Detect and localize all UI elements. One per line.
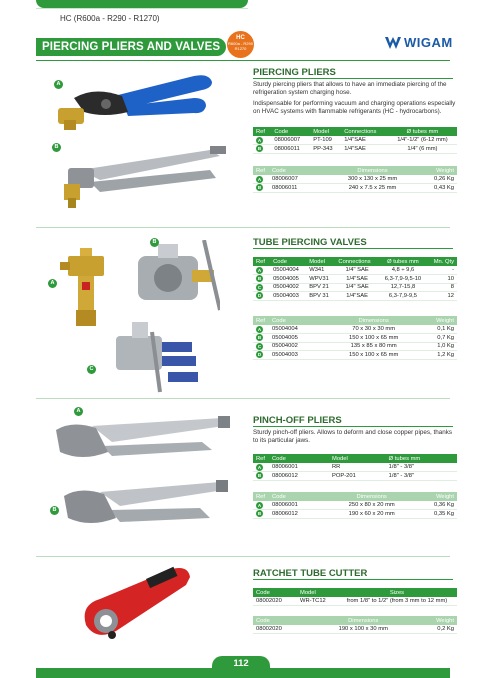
- col-code: Code: [269, 492, 329, 501]
- logo-text: WIGAM: [404, 35, 453, 50]
- valve-c-image: [96, 322, 206, 394]
- ref-badge: B: [257, 473, 262, 479]
- cell-code: 08006007: [271, 136, 310, 145]
- cell-conn: 1/4"SAE: [341, 136, 388, 145]
- section-divider: [36, 227, 450, 228]
- col-ref: Ref: [253, 492, 269, 501]
- section-title-tube-piercing-valves: TUBE PIERCING VALVES: [253, 237, 367, 248]
- cell-model: PT-109: [310, 136, 341, 145]
- cell-dim: 150 x 100 x 65 mm: [329, 351, 418, 360]
- col-dimensions: Dimensions: [329, 316, 418, 325]
- pliers-a-marker: A: [54, 80, 63, 89]
- table-row: [253, 351, 457, 360]
- cell-weight: 0,35 Kg: [414, 510, 457, 519]
- section-underline: [253, 248, 453, 249]
- page-title: PIERCING PLIERS AND VALVES: [42, 41, 221, 53]
- cell-conn: 1/4"SAE: [335, 275, 378, 284]
- cell-tubes: 1/8" - 3/8": [386, 463, 457, 472]
- col-sizes: Sizes: [337, 588, 457, 597]
- piercing-plier-b-image: [60, 140, 230, 212]
- col-tubes: Ø tubes mm: [388, 127, 457, 136]
- cell-weight: 0,36 Kg: [414, 501, 457, 510]
- col-ref: Ref: [253, 127, 271, 136]
- cell-conn: 1/4" SAE: [335, 266, 378, 275]
- piercing-description-1: Sturdy piercing pliers that allows to have an immediate piercing of the refrigeration system charging hose.: [253, 81, 447, 97]
- pinch-b-marker: B: [50, 506, 59, 515]
- cell-code: 05004003: [270, 292, 306, 301]
- cell-dim: 240 x 7.5 x 25 mm: [329, 184, 416, 193]
- cell-qty: 10: [427, 275, 457, 284]
- cell-conn: 1/4" SAE: [335, 283, 378, 292]
- cell-code: 05004002: [269, 342, 329, 351]
- cell-conn: 1/4"SAE: [335, 292, 378, 301]
- pinch-spec-table: [253, 454, 457, 481]
- cell-dim: 190 x 60 x 20 mm: [329, 510, 414, 519]
- pinch-description: Sturdy pinch-off pliers. Allows to deform and close copper pipes, thanks to its particular jaws.: [253, 429, 453, 445]
- section-title-piercing-pliers: PIERCING PLIERS: [253, 67, 336, 78]
- section-title-pinch-off-pliers: PINCH-OFF PLIERS: [253, 415, 342, 426]
- cell-code: 05004005: [269, 334, 329, 343]
- col-code: Code: [270, 257, 306, 266]
- cell-qty: 8: [427, 283, 457, 292]
- valve-b-image: [128, 240, 220, 316]
- table-row: [253, 325, 457, 334]
- cell-model: BPV 21: [306, 283, 335, 292]
- section-divider: [36, 556, 450, 557]
- valves-dimension-table: [253, 316, 457, 360]
- ref-badge: A: [257, 267, 262, 273]
- piercing-dimension-table: [253, 166, 457, 193]
- ref-badge: B: [257, 185, 262, 191]
- cell-tubes: 1/4"-1/2" (6-12 mm): [388, 136, 457, 145]
- table-row: [253, 292, 457, 301]
- cell-dim: 190 x 100 x 30 mm: [313, 625, 414, 634]
- col-code: Code: [269, 166, 329, 175]
- table-header-row: [253, 166, 457, 175]
- cell-code: 05004004: [270, 266, 306, 275]
- cell-qty: 12: [427, 292, 457, 301]
- ref-badge: B: [257, 146, 262, 152]
- cell-model: WR-TC12: [297, 597, 337, 606]
- ref-badge: A: [257, 137, 262, 143]
- col-dimensions: Dimensions: [313, 616, 414, 625]
- col-code: Code: [271, 127, 310, 136]
- ref-badge: A: [257, 464, 262, 470]
- cell-code: 08006011: [269, 184, 329, 193]
- col-model: Model: [297, 588, 337, 597]
- table-row: [253, 501, 457, 510]
- col-qty: Mn. Qty: [427, 257, 457, 266]
- table-row: [253, 136, 457, 145]
- cell-model: BPV 31: [306, 292, 335, 301]
- cell-weight: 0,2 Kg: [414, 625, 458, 634]
- table-header-row: [253, 616, 457, 625]
- table-row: [253, 463, 457, 472]
- cell-tubes: 4,8 ÷ 9,6: [379, 266, 427, 275]
- ref-badge: C: [257, 343, 262, 349]
- cell-tubes: 6,3-7,9-9,5: [379, 292, 427, 301]
- cell-tubes: 1/4" (6 mm): [388, 145, 457, 154]
- col-connections: Connections: [335, 257, 378, 266]
- valve-a-image: [60, 248, 112, 330]
- ref-badge: D: [257, 293, 262, 299]
- col-connections: Connections: [341, 127, 388, 136]
- cell-dim: 150 x 100 x 65 mm: [329, 334, 418, 343]
- table-row: [253, 625, 457, 634]
- ref-badge: B: [257, 276, 262, 282]
- table-row: [253, 334, 457, 343]
- cell-tubes: 6,3-7,9-9,5-10: [379, 275, 427, 284]
- table-row: [253, 597, 457, 606]
- table-row: [253, 510, 457, 519]
- cell-model: RR: [329, 463, 386, 472]
- cell-code: 08006011: [271, 145, 310, 154]
- pliers-b-marker: B: [52, 143, 61, 152]
- cell-weight: 1,2 Kg: [418, 351, 457, 360]
- section-divider: [36, 398, 450, 399]
- piercing-plier-a-image: [44, 68, 219, 138]
- table-header-row: [253, 492, 457, 501]
- col-model: Model: [329, 454, 386, 463]
- table-header-row: [253, 316, 457, 325]
- cell-model: W341: [306, 266, 335, 275]
- table-header-row: [253, 127, 457, 136]
- pinch-dimension-table: [253, 492, 457, 519]
- cell-dim: 70 x 30 x 30 mm: [329, 325, 418, 334]
- table-row: [253, 275, 457, 284]
- table-header-row: [253, 588, 457, 597]
- ref-badge: C: [257, 284, 262, 290]
- col-ref: Ref: [253, 454, 269, 463]
- cell-code: 08006007: [269, 175, 329, 184]
- cell-code: 05004004: [269, 325, 329, 334]
- col-dimensions: Dimensions: [329, 166, 416, 175]
- cell-code: 08002020: [253, 625, 313, 634]
- section-title-ratchet-tube-cutter: RATCHET TUBE CUTTER: [253, 568, 368, 579]
- cell-code: 05004005: [270, 275, 306, 284]
- cell-sizes: from 1/8" to 1/2" (from 3 mm to 12 mm): [337, 597, 457, 606]
- valve-a-marker: A: [48, 279, 57, 288]
- ref-badge: B: [257, 335, 262, 341]
- cell-weight: 0,1 Kg: [418, 325, 457, 334]
- badge-line-1: HC: [236, 35, 245, 41]
- cell-weight: 0,7 Kg: [418, 334, 457, 343]
- cell-dim: 300 x 130 x 25 mm: [329, 175, 416, 184]
- valves-spec-table: [253, 257, 457, 301]
- col-code: Code: [269, 316, 329, 325]
- header-divider: [36, 60, 450, 61]
- cell-code: 05004002: [270, 283, 306, 292]
- valve-b-marker: B: [150, 238, 159, 247]
- cutter-dimension-table: [253, 616, 457, 634]
- col-weight: Weight: [418, 316, 457, 325]
- col-model: Model: [306, 257, 335, 266]
- section-underline: [253, 426, 453, 427]
- cell-code: 08002020: [253, 597, 297, 606]
- table-row: [253, 145, 457, 154]
- table-row: [253, 342, 457, 351]
- col-tubes: Ø tubes mm: [379, 257, 427, 266]
- ref-badge: A: [257, 326, 262, 332]
- col-weight: Weight: [414, 492, 457, 501]
- cell-conn: 1/4"SAE: [341, 145, 388, 154]
- table-row: [253, 283, 457, 292]
- ref-badge: B: [257, 511, 262, 517]
- cell-weight: 1,0 Kg: [418, 342, 457, 351]
- col-code: Code: [253, 616, 313, 625]
- cell-model: WPV31: [306, 275, 335, 284]
- col-ref: Ref: [253, 166, 269, 175]
- section-underline: [253, 78, 453, 79]
- col-dimensions: Dimensions: [329, 492, 414, 501]
- piercing-description-2: Indispensable for performing vacuum and charging operations especially on HVAC systems with flammable refrigerants (HC - hydrocarbons).: [253, 100, 456, 116]
- cell-model: PP-343: [310, 145, 341, 154]
- col-code: Code: [269, 454, 329, 463]
- ref-badge: A: [257, 502, 262, 508]
- col-tubes: Ø tubes mm: [386, 454, 457, 463]
- section-underline: [253, 579, 453, 580]
- cell-model: POP-201: [329, 472, 386, 481]
- table-row: [253, 266, 457, 275]
- cell-code: 08006012: [269, 510, 329, 519]
- col-ref: Ref: [253, 257, 270, 266]
- col-weight: Weight: [416, 166, 457, 175]
- table-row: [253, 472, 457, 481]
- ratchet-tube-cutter-image: [76, 565, 196, 645]
- pinch-off-plier-a-image: [52, 412, 232, 472]
- col-weight: Weight: [414, 616, 458, 625]
- cell-tubes: 12,7-15,8: [379, 283, 427, 292]
- table-row: [253, 175, 457, 184]
- pinch-a-marker: A: [74, 407, 83, 416]
- cell-tubes: 1/8" - 3/8": [386, 472, 457, 481]
- page-number: 112: [233, 658, 249, 669]
- pinch-off-plier-b-image: [60, 478, 230, 538]
- ref-badge: A: [257, 176, 262, 182]
- piercing-spec-table: [253, 127, 457, 154]
- table-header-row: [253, 257, 457, 266]
- cell-code: 05004003: [269, 351, 329, 360]
- cell-dim: 250 x 80 x 20 mm: [329, 501, 414, 510]
- top-tab: [36, 0, 248, 8]
- page-subtitle: HC (R600a - R290 - R1270): [60, 14, 160, 23]
- cell-weight: 0,26 Kg: [416, 175, 457, 184]
- cell-qty: -: [427, 266, 457, 275]
- valve-c-marker: C: [87, 365, 96, 374]
- table-row: [253, 184, 457, 193]
- top-tab-line: [36, 8, 248, 9]
- table-header-row: [253, 454, 457, 463]
- cell-dim: 135 x 85 x 80 mm: [329, 342, 418, 351]
- col-ref: Ref: [253, 316, 269, 325]
- col-model: Model: [310, 127, 341, 136]
- badge-line-3: R1270: [234, 46, 247, 51]
- cell-weight: 0,43 Kg: [416, 184, 457, 193]
- cell-code: 08006012: [269, 472, 329, 481]
- ref-badge: D: [257, 352, 262, 358]
- cutter-spec-table: [253, 588, 457, 606]
- refrigerant-badge: [227, 31, 254, 58]
- col-code: Code: [253, 588, 297, 597]
- cell-code: 08006001: [269, 463, 329, 472]
- cell-code: 08006001: [269, 501, 329, 510]
- badge-line-2: R600a - R290: [228, 41, 253, 46]
